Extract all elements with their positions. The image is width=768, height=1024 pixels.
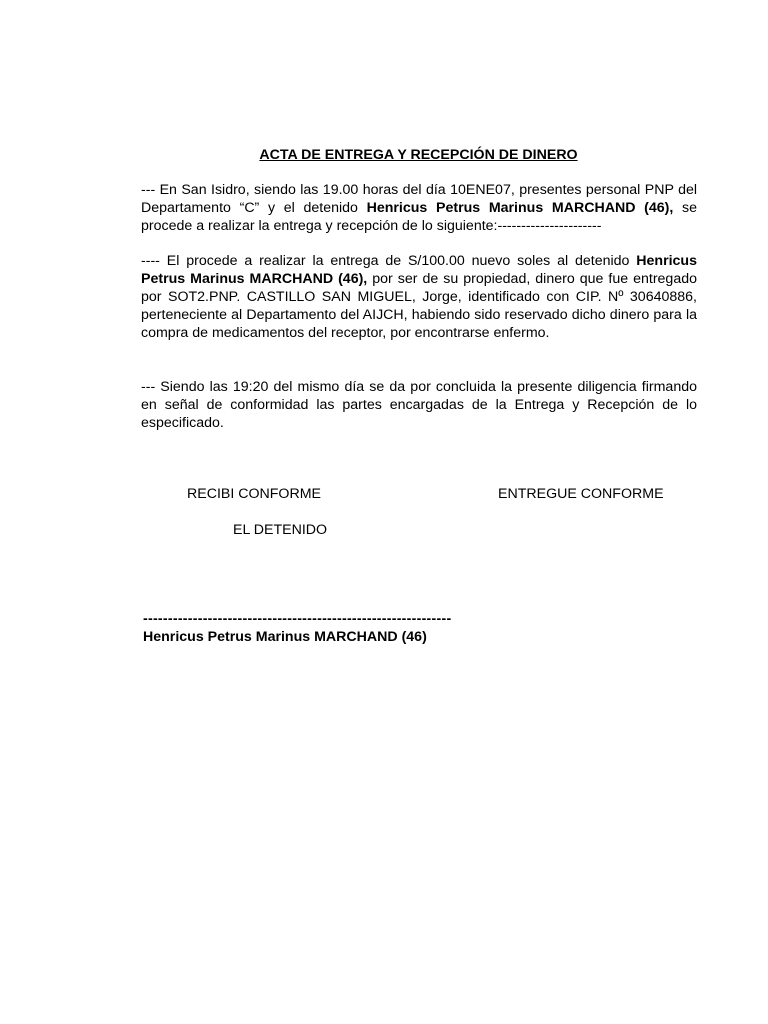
received-conforming-label: RECIBI CONFORME (187, 486, 321, 502)
delivered-conforming-label: ENTREGUE CONFORME (498, 486, 664, 502)
paragraph-delivery-text-b: por ser de su propiedad, dinero que fue entregado por SOT2.PNP. CASTILLO SAN MIGUEL, Jorge, identificado con CIP. Nº 30640886, perteneciente al Departamento del AIJCH, habiendo sido reservado dicho dinero para la compra de medicamentos del receptor, por encontrarse enfermo. (141, 271, 697, 341)
paragraph-delivery (141, 252, 697, 342)
detainee-name-bold: Henricus Petrus Marinus MARCHAND (46), (141, 253, 697, 287)
paragraph-opening (141, 181, 697, 235)
signature-line: -------------------------------------------------------------- (143, 611, 452, 627)
paragraph-delivery-text-a: ---- El procede a realizar la entrega de S/100.00 nuevo soles al detenido (141, 253, 637, 269)
paragraph-closing: --- Siendo las 19:20 del mismo día se da por concluida la presente diligencia firmando en señal de conformidad las partes encargadas de la Entrega y Recepción de lo especificado. (141, 379, 697, 431)
paragraph-opening-text-b: se procede a realizar la entrega y recepción de lo siguiente:---------------------- (141, 200, 697, 234)
signer-name: Henricus Petrus Marinus MARCHAND (46) (143, 629, 427, 645)
document-title: ACTA DE ENTREGA Y RECEPCIÓN DE DINERO (259, 147, 578, 163)
detainee-name-bold: Henricus Petrus Marinus MARCHAND (46), (366, 200, 674, 216)
paragraph-opening-text-a: --- En San Isidro, siendo las 19.00 horas del día 10ENE07, presentes personal PNP del Departamento “C” y el detenido (141, 182, 697, 216)
detainee-role-label: EL DETENIDO (233, 522, 328, 538)
